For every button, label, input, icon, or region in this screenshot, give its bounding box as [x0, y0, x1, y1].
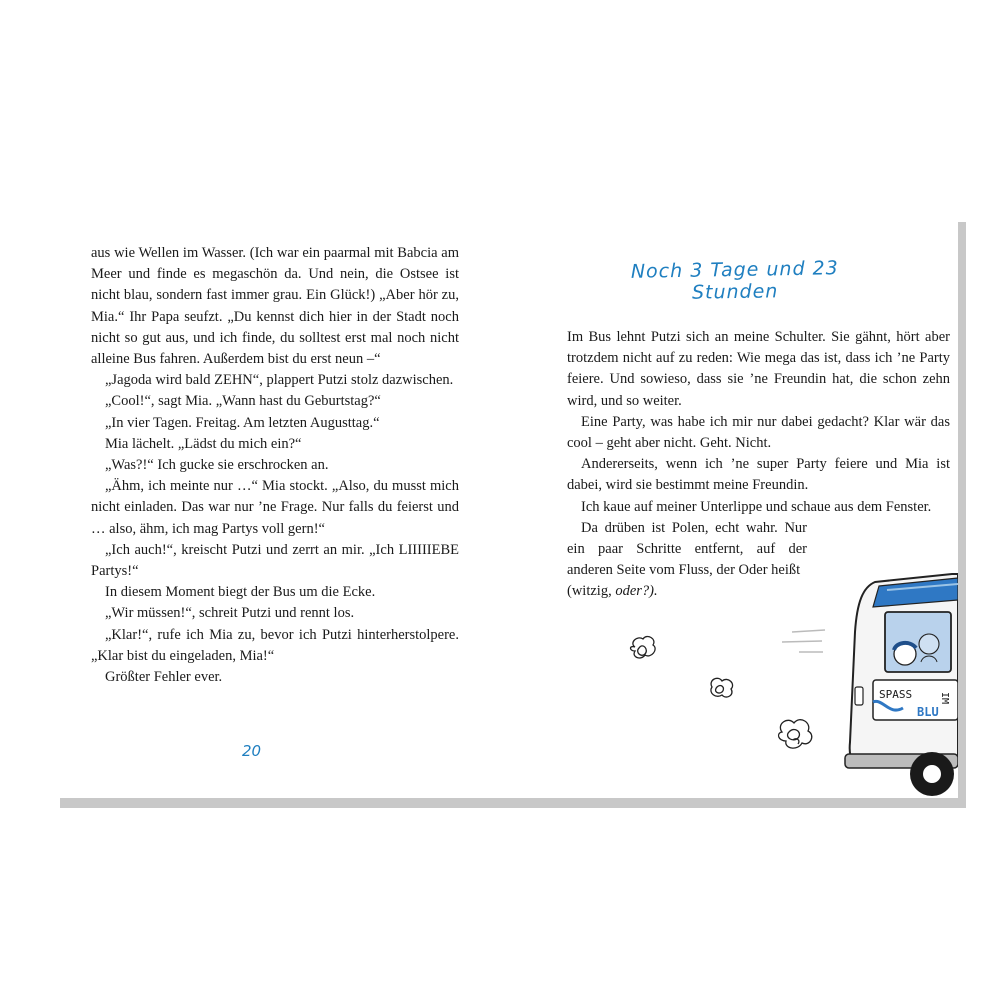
- paragraph: Eine Party, was habe ich mir nur dabei gedacht? Klar wär das cool – geht aber nicht. Geht. Nicht.: [567, 413, 950, 452]
- paragraph: „Wir müssen!“, schreit Putzi und rennt los.: [105, 605, 355, 622]
- paragraph: Mia lächelt. „Lädst du mich ein?“: [105, 435, 302, 452]
- paragraph: „Was?!“ Ich gucke sie erschrocken an.: [105, 457, 329, 474]
- paragraph: „Ich auch!“, kreischt Putzi und zerrt an mir. „Ich LIIIIIEBE Partys!“: [91, 541, 459, 580]
- paragraph: „Ähm, ich meinte nur …“ Mia stockt. „Also, du musst mich nicht einladen. Das war nur ’ne Frage. Nur falls du feierst und … also, ähm, ich mag Partys voll gern!“: [91, 478, 459, 537]
- left-page-text: [91, 243, 459, 688]
- dust-cloud-icon: [711, 678, 733, 697]
- paragraph-ending-italic: oder?).: [615, 583, 658, 600]
- motion-lines: [782, 630, 825, 652]
- bus-icon: [845, 574, 958, 796]
- paragraph: Im Bus lehnt Putzi sich an meine Schulter. Sie gähnt, hört aber trotzdem nicht auf zu reden: Wie mega das ist, dass ich ’ne Party feiere. Und sowieso, dass sie ’ne Freundin hat, die schon zehn wird, und so weiter.: [567, 329, 950, 409]
- paragraph: In diesem Moment biegt der Bus um die Ecke.: [105, 584, 376, 601]
- paragraph: „In vier Tagen. Freitag. Am letzten Augusttag.“: [105, 414, 380, 431]
- paragraph: „Jagoda wird bald ZEHN“, plappert Putzi stolz dazwischen.: [105, 372, 454, 389]
- page-number: 20: [242, 742, 262, 760]
- bus-sign-text: IM: [939, 692, 950, 705]
- paragraph-ending-text: (witzig,: [567, 583, 616, 600]
- paragraph: Größter Fehler ever.: [105, 669, 223, 686]
- bus-sign-text: BLU: [917, 705, 939, 719]
- chapter-heading: Noch 3 Tage und 23 Stunden: [630, 257, 839, 304]
- paragraph: aus wie Wellen im Wasser. (Ich war ein paarmal mit Babcia am Meer und finde es megaschön da. Und nein, die Ostsee ist nicht blau, sondern fast immer grau. Ein Glück!) „Aber hör zu, Mia.“ Ihr Papa seufzt. „Du kennst dich hier in der Stadt noch nicht so gut aus, und ich finde, du solltest erst mal noch nicht alleine Bus fahren. Außerdem bist du erst neun –“: [91, 245, 459, 368]
- bus-sign-text: SPASS: [879, 688, 913, 701]
- book-spread: [52, 212, 958, 798]
- paragraph: „Klar!“, rufe ich Mia zu, bevor ich Putzi hinterherstolpere. „Klar bist du eingeladen, Mia!“: [91, 626, 459, 664]
- paragraph: Ich kaue auf meiner Unterlippe und schaue aus dem Fenster.: [581, 498, 932, 515]
- paragraph: „Cool!“, sagt Mia. „Wann hast du Geburtstag?“: [105, 393, 381, 410]
- dust-cloud-icon: [779, 720, 812, 748]
- child-face-icon: [919, 634, 939, 654]
- dust-cloud-icon: [631, 637, 656, 658]
- bus-illustration: [567, 562, 958, 798]
- paragraph: Da drüben ist Polen, echt wahr. Nur ein paar Schritte entfernt, auf der anderen Seite vom Fluss, der Oder heißt: [567, 519, 807, 579]
- paragraph: Andererseits, wenn ich ’ne super Party feiere und Mia ist dabei, wird sie bestimmt meine Freundin.: [567, 456, 950, 494]
